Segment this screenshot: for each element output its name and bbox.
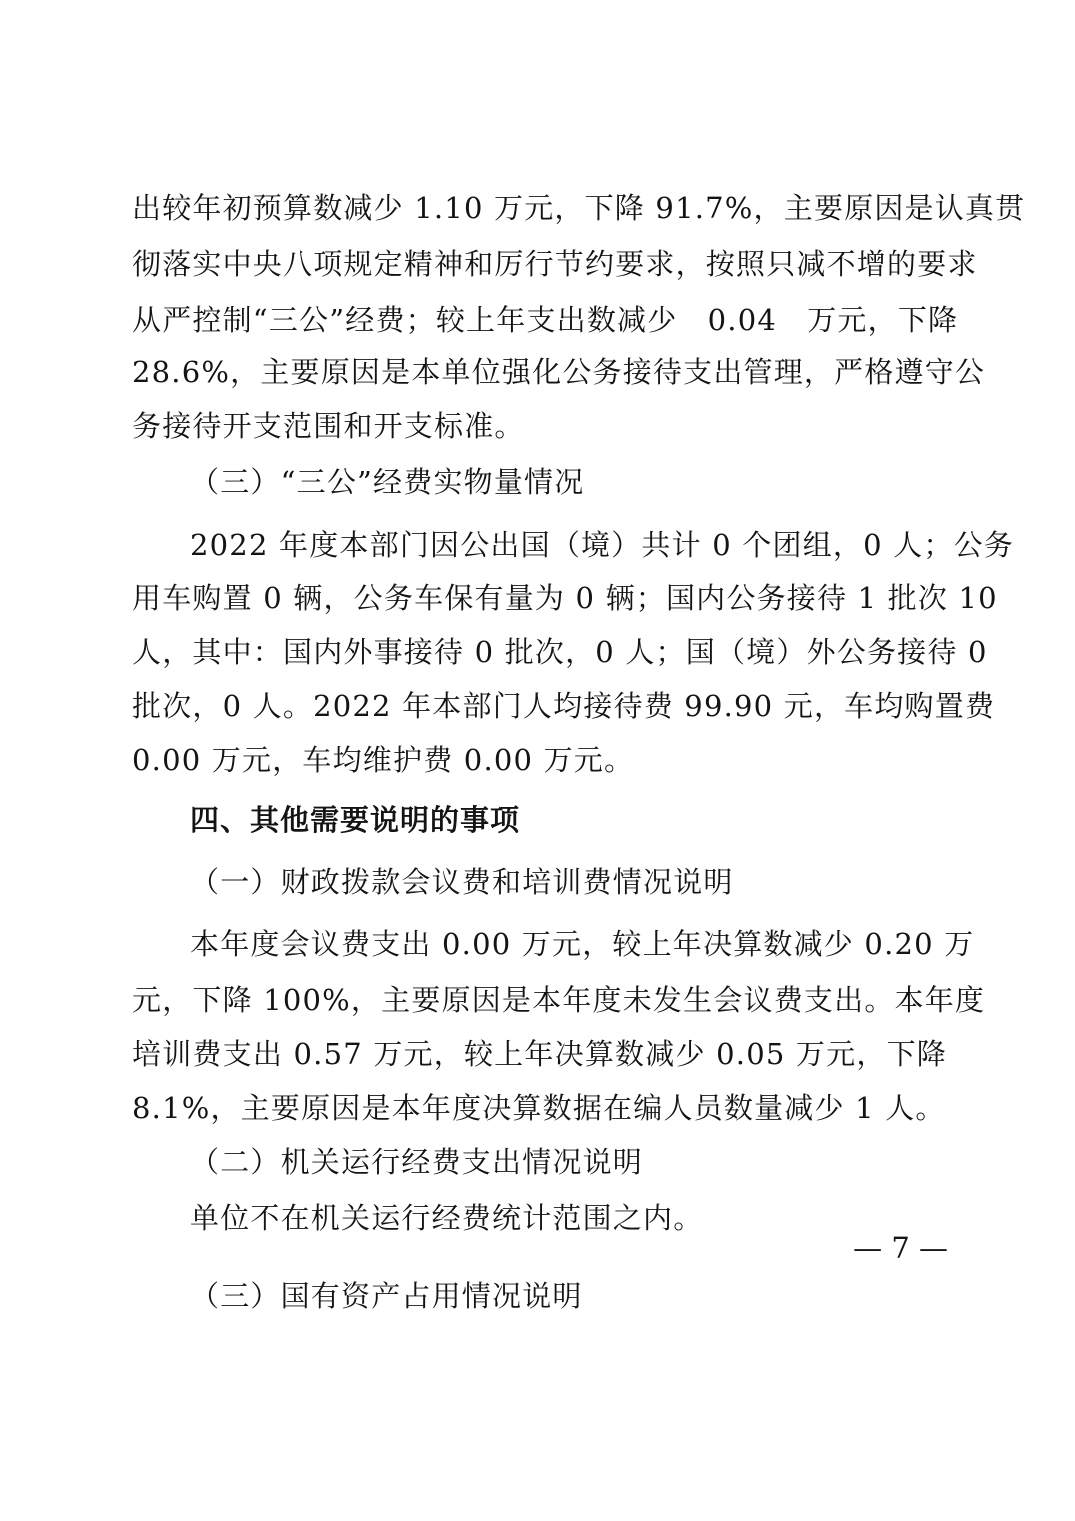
paragraph-line: 元，下降 100%，主要原因是本年度未发生会议费支出。本年度 [132,983,986,1017]
paragraph-line: 2022 年度本部门因公出国（境）共计 0 个团组，0 人；公务 [190,528,1014,562]
paragraph-line: 培训费支出 0.57 万元，较上年决算数减少 0.05 万元，下降 [132,1037,947,1071]
paragraph-line: 务接待开支范围和开支标准。 [132,409,525,443]
paragraph-line: 0.00 万元，车均维护费 0.00 万元。 [132,743,635,777]
page-number: — 7 — [853,1231,948,1265]
paragraph-line: 从严控制“三公”经费；较上年支出数减少 0.04 万元，下降 [132,303,959,337]
paragraph-line: 人，其中：国内外事接待 0 批次，0 人；国（境）外公务接待 0 [132,635,988,669]
subheading-state-assets: （三）国有资产占用情况说明 [190,1279,583,1313]
paragraph-line: 出较年初预算数减少 1.10 万元，下降 91.7%，主要原因是认真贯 [132,191,1026,225]
paragraph-line: 本年度会议费支出 0.00 万元，较上年决算数减少 0.20 万 [190,927,975,961]
paragraph-line: 彻落实中央八项规定精神和厉行节约要求，按照只减不增的要求 [132,247,978,281]
paragraph-line: 8.1%，主要原因是本年度决算数据在编人员数量减少 1 人。 [132,1091,946,1125]
section-heading: 四、其他需要说明的事项 [190,803,521,837]
subheading-three-public-expenses: （三）“三公”经费实物量情况 [190,465,585,499]
paragraph-line: 单位不在机关运行经费统计范围之内。 [190,1201,704,1235]
subheading-operating-expenses: （二）机关运行经费支出情况说明 [190,1145,644,1179]
paragraph-line: 批次，0 人。2022 年本部门人均接待费 99.90 元，车均购置费 [132,689,996,723]
paragraph-line: 28.6%，主要原因是本单位强化公务接待支出管理，严格遵守公 [132,355,986,389]
subheading-meeting-training: （一）财政拨款会议费和培训费情况说明 [190,865,734,899]
paragraph-line: 用车购置 0 辆，公务车保有量为 0 辆；国内公务接待 1 批次 10 [132,581,998,615]
